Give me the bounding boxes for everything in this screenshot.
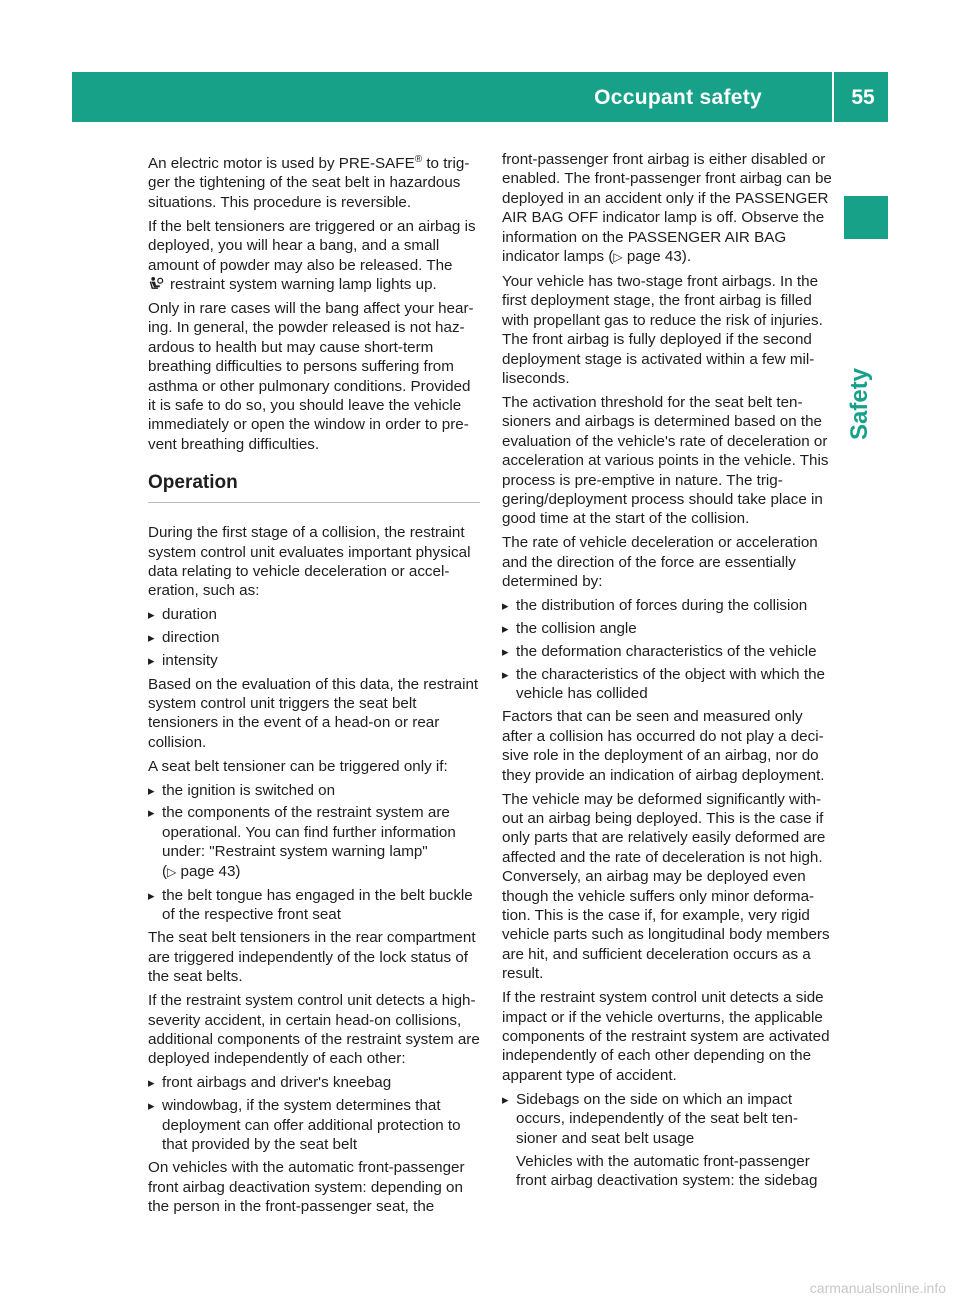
list-item: ▸ front airbags and driver's kneebag [148,1073,480,1092]
list-item: ▸ intensity [148,651,480,670]
paragraph: The seat belt tensioners in the rear compartment are triggered independently of the lock status of the seat belts. [148,929,476,986]
paragraph: On vehicles with the automatic front-passenger front airbag deactivation system: depending on the person in the front-passenger seat, the [148,1159,465,1216]
page-number: 55 [851,86,875,109]
side-tab-label: Safety [846,367,873,440]
list-item: ▸ the belt tongue has engaged in the belt buckle of the respective front seat [148,886,480,925]
paragraph: If the restraint system control unit detects a side impact or if the vehicle overturns, the applicable components of the restraint system are activated independently of each other depending on the apparent type of accident. [502,989,830,1084]
paragraph: The vehicle may be deformed significantly without an airbag being deployed. This is the case if only parts that are relatively easily deformed are affected and the rate of deceleration is not high. Conversely, an airbag may be deployed even though the vehicle suffers only minor deformation. This is the case if, for example, very rigid vehicle parts such as longitudinal body members are hit, and sufficient deceleration occurs as a result. [502,790,830,983]
page-reference[interactable]: (▷ page 43) [162,862,241,880]
paragraph: An electric motor is used by PRE-SAFE® to trigger the tightening of the seat belt in hazardous situations. This procedure is reversible. [148,154,470,211]
paragraph: Based on the evaluation of this data, the restraint system control unit triggers the seat belt tensioners in the event of a head-on or rear collision. [148,675,479,751]
watermark: carmanualsonline.info [809,1280,946,1296]
list-item-subparagraph: Vehicles with the automatic front-passenger front airbag deactivation system: the sidebag [516,1152,818,1190]
list-item: ▸ the deformation characteristics of the vehicle [502,642,834,661]
list-item: ▸ direction [148,628,480,647]
section-heading: Operation [148,472,480,503]
list-item: ▸ the components of the restraint system are operational. You can find further information under: "Restraint system warning lamp" (▷ page 43) [148,803,480,882]
side-tab-marker [844,196,888,239]
page-header [72,72,888,122]
bullet-list [148,781,480,925]
paragraph: During the first stage of a collision, the restraint system control unit evaluates important physical data relating to vehicle deceleration or acceleration, such as: [148,524,471,600]
section-title: Occupant safety [594,86,762,109]
bullet-list [148,605,480,670]
page-reference-arrow-icon: ▷ [613,250,623,265]
restraint-system-warning-lamp-icon [148,276,164,291]
paragraph: If the belt tensioners are triggered or an airbag is deployed, you will hear a bang, and a small amount of powder may also be released. The restraint system warning lamp lights up. [148,217,476,293]
paragraph: Only in rare cases will the bang affect your hearing. In general, the powder released is not hazardous to health but may cause short-term breathing difficulties to persons suffering from asthma or other pulmonary conditions. Provided it is safe to do so, you should leave the vehicle immediately or open the window in order to prevent breathing difficulties. [148,299,474,453]
list-item: ▸ the ignition is switched on [148,781,480,800]
page-reference[interactable]: ▷ page 43). [613,248,692,266]
bullet-list [148,1073,480,1154]
list-item: ▸ duration [148,605,480,624]
paragraph: A seat belt tensioner can be triggered only if: [148,757,448,775]
paragraph: If the restraint system control unit detects a high-severity accident, in certain head-on collisions, additional components of the restraint system are deployed independently of each other: [148,992,480,1068]
list-item: ▸ windowbag, if the system determines that deployment can offer additional protection to that provided by the seat belt [148,1096,480,1154]
page-reference-arrow-icon: ▷ [167,864,177,879]
list-item: ▸ the characteristics of the object with which the vehicle has collided [502,665,834,704]
list-item: ▸ the collision angle [502,619,834,638]
bullet-list [502,596,834,704]
left-column [148,150,480,1221]
paragraph: Factors that can be seen and measured only after a collision has occurred do not play a decisive role in the deployment of an airbag, nor do they provide an indication of airbag deployment. [502,708,825,784]
right-column [502,150,834,1195]
paragraph: The rate of vehicle deceleration or acceleration and the direction of the force are essentially determined by: [502,534,818,591]
paragraph: The activation threshold for the seat belt tensioners and airbags is determined based on the evaluation of the vehicle's rate of deceleration or acceleration at various points in the vehicle. This process is pre-emptive in nature. The triggering/deployment process should take place in good time at the start of the collision. [502,393,829,528]
header-divider [832,72,834,122]
bullet-list [502,1090,834,1191]
paragraph: Your vehicle has two-stage front airbags. In the first deployment stage, the front airbag is filled with propellant gas to reduce the risk of injuries. The front airbag is fully deployed if the second deployment stage is activated within a few milliseconds. [502,272,823,387]
paragraph: front-passenger front airbag is either disabled or enabled. The front-passenger front airbag can be deployed in an accident only if the PASSENGER AIR BAG OFF indicator lamp is off. Observe the information on the PASSENGER AIR BAG indicator lamps (▷ page 43). [502,151,832,266]
list-item: ▸ Sidebags on the side on which an impact occurs, independently of the seat belt tensioner and seat belt usage Vehicles with the automatic front-passenger front airbag deactivation system: the sidebag [502,1090,834,1191]
list-item: ▸ the distribution of forces during the collision [502,596,834,615]
